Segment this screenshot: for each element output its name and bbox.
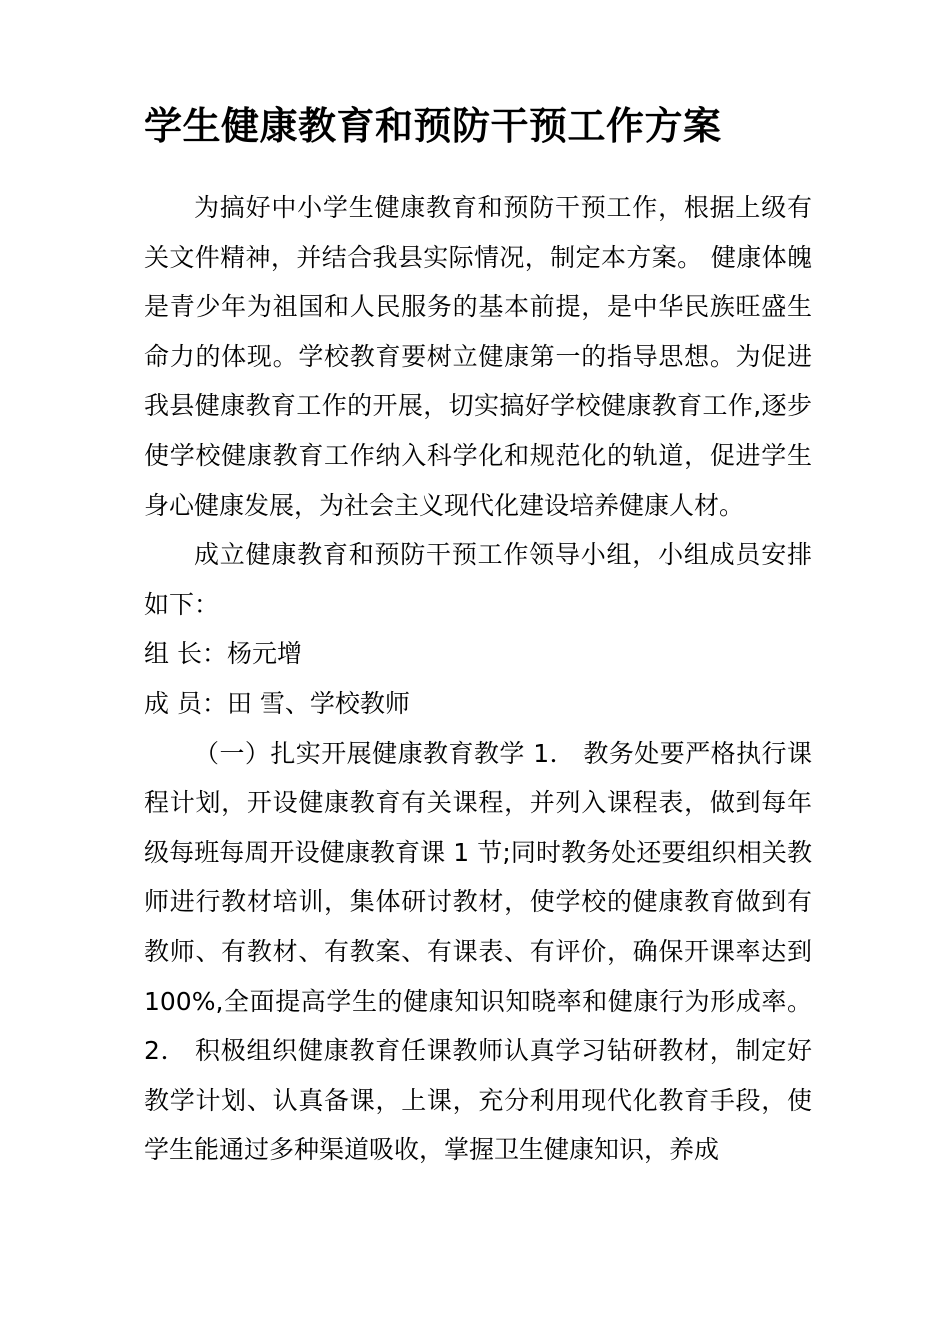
section-one-paragraph: （一）扎实开展健康教育教学 1． 教务处要严格执行课程计划，开设健康教育有关课程，并列入课程表，做到每年级每班每周开设健康教育课 1 节;同时教务处还要组织相关教师进行教材培训，集体研讨教材，使学校的健康教育做到有教师、有教材、有教案、有课表、有评价，确保开课率达到 100%,全面提高学生的健康知识知晓率和健康行为形成率。 2． 积极组织健康教育任课教师认真学习钻研教材，制定好教学计划、认真备课，上课，充分利用现代化教育手段，使学生能通过多种渠道吸收，掌握卫生健康知识，养成	[144, 738, 812, 1165]
document-body	[144, 183, 812, 1175]
leadership-group-paragraph: 成立健康教育和预防干预工作领导小组，小组成员安排如下：	[144, 540, 812, 619]
group-members-line: 成 员：田 雪、学校教师	[144, 688, 410, 718]
group-leader-line: 组 长：杨元增	[144, 639, 302, 669]
document-title: 学生健康教育和预防干预工作方案	[144, 104, 722, 148]
intro-paragraph: 为搞好中小学生健康教育和预防干预工作，根据上级有关文件精神，并结合我县实际情况，制定本方案。 健康体魄是青少年为祖国和人民服务的基本前提，是中华民族旺盛生命力的体现。学校教育要树立健康第一的指导思想。为促进我县健康教育工作的开展，切实搞好学校健康教育工作,逐步使学校健康教育工作纳入科学化和规范化的轨道，促进学生身心健康发展，为社会主义现代化建设培养健康人材。	[144, 193, 812, 520]
